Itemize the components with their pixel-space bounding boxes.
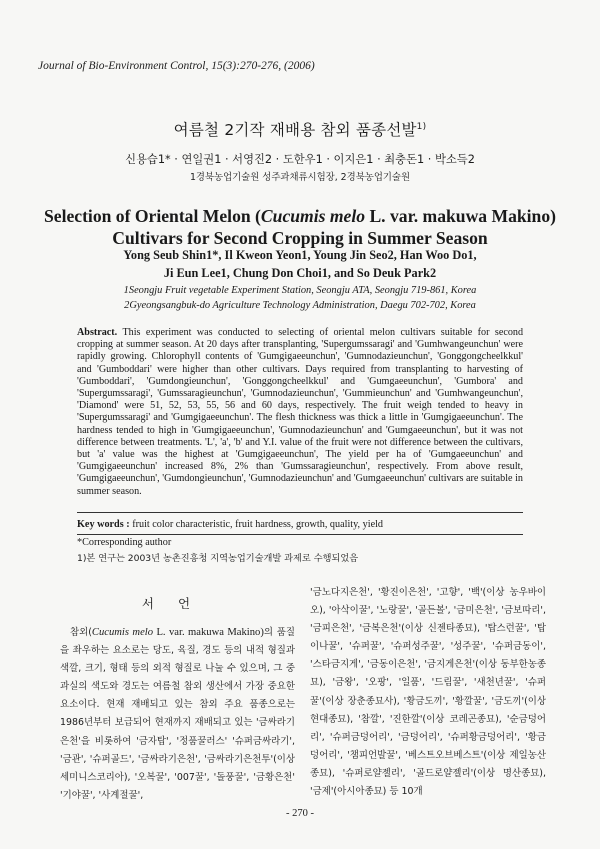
english-authors-line-1: Yong Seub Shin1*, Il Kweon Yeon1, Young Jin Seo2, Han Woo Do1, — [123, 248, 477, 262]
keywords-divider — [77, 534, 523, 535]
english-title-line-1: Selection of Oriental Melon (Cucumis melo L. var. makuwa Makino) — [43, 206, 557, 226]
journal-header: Journal of Bio-Environment Control, 15(3):270-276, (2006) — [38, 60, 315, 72]
page-number: - 270 - — [286, 808, 314, 819]
english-title — [0, 205, 600, 249]
funding-footnote: 1)본 연구는 2003년 농촌진흥청 지역농업기술개발 과제로 수행되었음 — [77, 553, 359, 564]
english-affiliation-1: 1Seongju Fruit vegetable Experiment Station, Seongju ATA, Seongju 719-861, Korea — [123, 285, 477, 296]
korean-title-text: 여름철 2기작 재배용 참외 품종선발 — [173, 121, 417, 139]
english-authors — [0, 246, 600, 282]
abstract-divider — [77, 512, 523, 513]
english-affiliations — [0, 283, 600, 313]
korean-authors: 신용습1* · 연일권1 · 서영진2 · 도한우1 · 이지은1 · 최충돈1 · 박소득2 — [125, 153, 475, 166]
section-heading-introduction: 서언 — [141, 596, 215, 611]
species-name-body: Cucumis melo — [91, 627, 154, 638]
corresponding-author-note: *Corresponding author — [77, 537, 172, 548]
keywords — [77, 519, 523, 530]
korean-title-footnote-mark: 1) — [416, 121, 427, 132]
keywords-text: fruit color characteristic, fruit hardness, growth, quality, yield — [132, 519, 384, 530]
abstract-text: This experiment was conducted to selecting of oriental melon cultivars suitable for second cropping at summer season. At 20 days after transplanting, 'Supergumssaragi' and 'Gumhwangeunchun' were rapidly growing. Chlorophyll contents of 'Gumgigaeeunchun', 'Gumnodazieunchun', 'Gonggongcheelkkul' and 'Gumboddari' were higher than other cultivars. Days required from transplanting to harvesting of 'Gumboddari', 'Gumdongieunchun', 'Gonggongcheelkkul' and 'Gumgaeeunchun', 'Gumbora' and 'Supergumssaragi', 'Gumssaragieunchun', 'Gumnodazieunchun', 'Gummieunchun' and 'Gumhwangeunchun', 'Diamond' were 51, 52, 53, 55, 56 and 60 days, respectively. The fruit weigh tended to heavy in 'Supergumssaragi' and 'Gumgigaeeunchun'. The flesh thickness was thick a little in 'Gumgigaeeunchun'. The hardness tended to high in 'Gumgigaeeunchun', 'Gumnodazieunchun' and 'Gumgaeeunchun', but it was not difference between treatments. 'L', 'a', 'b' and Y.I. value of the fruit were not difference between the cultivars, but 'a' value was the highest at 'Gumgigaeeunchun', The yield per ha of 'Gumgaeeunchun' and 'Gumgigaeeunchun' increased 8%, 2% than 'Gumssaragieunchun', respectively. From above result, 'Gumgigaeeunchun', 'Gumdongieunchun', 'Gumnodazieunchun' and 'Gumgaeeunchun' cultivars are suitable in summer season. — [77, 327, 524, 497]
korean-affiliations: 1경북농업기술원 성주과채류시험장, 2경북농업기술원 — [189, 172, 411, 183]
species-name: Cucumis melo — [260, 206, 366, 226]
abstract-label: Abstract. — [77, 327, 118, 338]
english-affiliation-2: 2Gyeongsangbuk-do Agriculture Technology Administration, Daegu 702-702, Korea — [124, 300, 476, 311]
keywords-label: Key words : — [77, 519, 130, 530]
korean-title — [0, 118, 600, 140]
english-title-line-2: Cultivars for Second Cropping in Summer Season — [112, 228, 488, 248]
abstract — [77, 327, 523, 498]
right-column-text: '금노다지은천', '황진이은천', '고향', '백'(이상 농우바이오), '아삭이꿀', '노랑꿀', '골든볼', '금미은천', '금보따리', '금피은천', '금복은천'(이상 신젠타종묘), '탑스런꿀', '탑이나꿀', '슈퍼꿀', '슈퍼성주꿀', '성주꿀', '슈퍼금동이', '스타금지게', '금동이은천', '금지게은천'(이상 동부한농종묘), '금왕', '오팡', '일품', '드림꿀', '새천년꿀', '슈퍼꿀'(이상 장춘종묘사), '황금도끼', '황깔꿀', '금도끼'(이상 현대종묘), '참깔', '진한깔'(이상 코레곤종묘), '순금덩어리', '슈퍼금덩어리', '금덩어리', '슈퍼황금덩어리', '황금덩어리', '챔피언발꿀', '베스트오브베스트'(이상 제일농산종묘), '슈퍼로얄젤리', '골드로얄젤리'(이상 명산종묘), '금제'(아시아종묘) 등 10개 — [310, 587, 546, 798]
left-column-text: 참외(Cucumis melo L. var. makuwa Makino)의 품질을 좌우하는 요소로는 당도, 육질, 경도 등의 내적 형질과 색깔, 크기, 형태 등의 외적 형질로 나눌 수 있으며, 그 중 과실의 색도와 경도는 여름철 참외 생산에서 가장 중요한 요소이다. 현재 재배되고 있는 참외 주요 품종으로는 1986년부터 보급되어 현재까지 재배되고 있는 '금싸라기은천'을 비롯하여 '금자탑', '정품꿀러스' '슈퍼금싸라기', '금관', '슈퍼골드', '금싸라기은천', '금싸라기은천투'(이상 세미니스코리아), '오복꿀', '007꿀', '돌풍꿀', '금황은천' '기야꿀', '사계절꿀', — [60, 627, 295, 801]
english-authors-line-2: Ji Eun Lee1, Chung Don Choi1, and So Deuk Park2 — [163, 266, 437, 280]
